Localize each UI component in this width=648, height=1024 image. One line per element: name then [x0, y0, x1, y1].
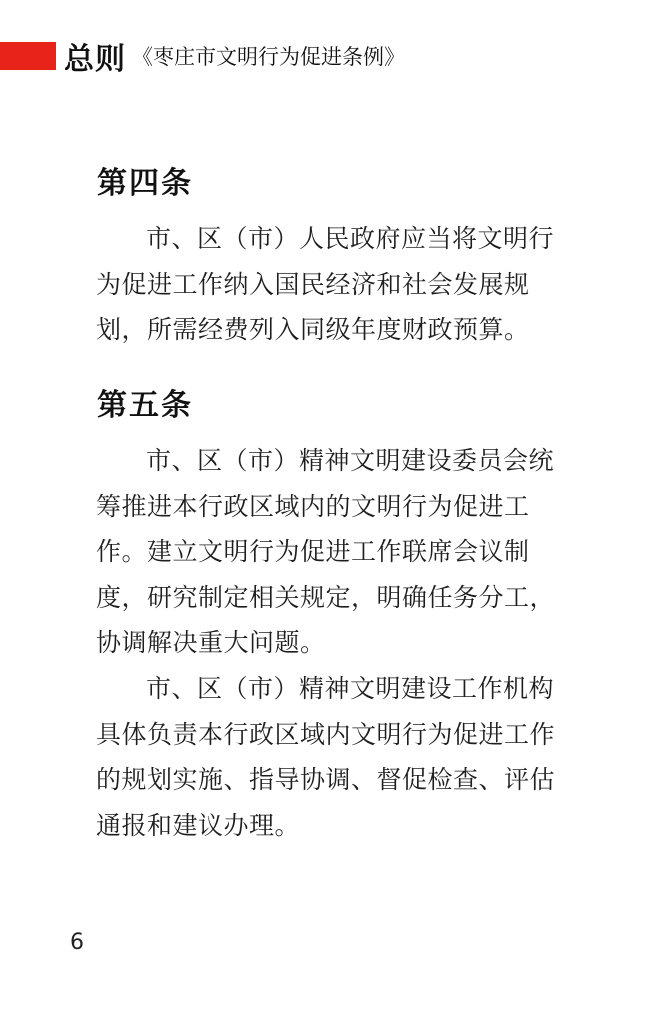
- section-title: 总则: [64, 42, 126, 77]
- article-5-paragraph-2: 市、区（市）精神文明建设工作机构具体负责本行政区域内文明行为促进工作的规划实施、指导协调、督促检查、评估通报和建议办理。: [96, 674, 556, 840]
- article-5-heading: 第五条: [97, 388, 193, 423]
- article-4-heading: 第四条: [97, 166, 193, 201]
- article-4-paragraph-1: 市、区（市）人民政府应当将文明行为促进工作纳入国民经济和社会发展规划，所需经费列入同级年度财政预算。: [96, 224, 555, 344]
- header-accent-bar: [0, 42, 56, 70]
- running-header: [64, 36, 405, 76]
- article-5-paragraph-1: 市、区（市）精神文明建设委员会统筹推进本行政区域内的文明行为促进工作。建立文明行为促进工作联席会议制度，研究制定相关规定，明确任务分工，协调解决重大问题。: [96, 446, 556, 657]
- page-number: 6: [70, 930, 84, 955]
- document-title: 《枣庄市文明行为促进条例》: [132, 45, 405, 69]
